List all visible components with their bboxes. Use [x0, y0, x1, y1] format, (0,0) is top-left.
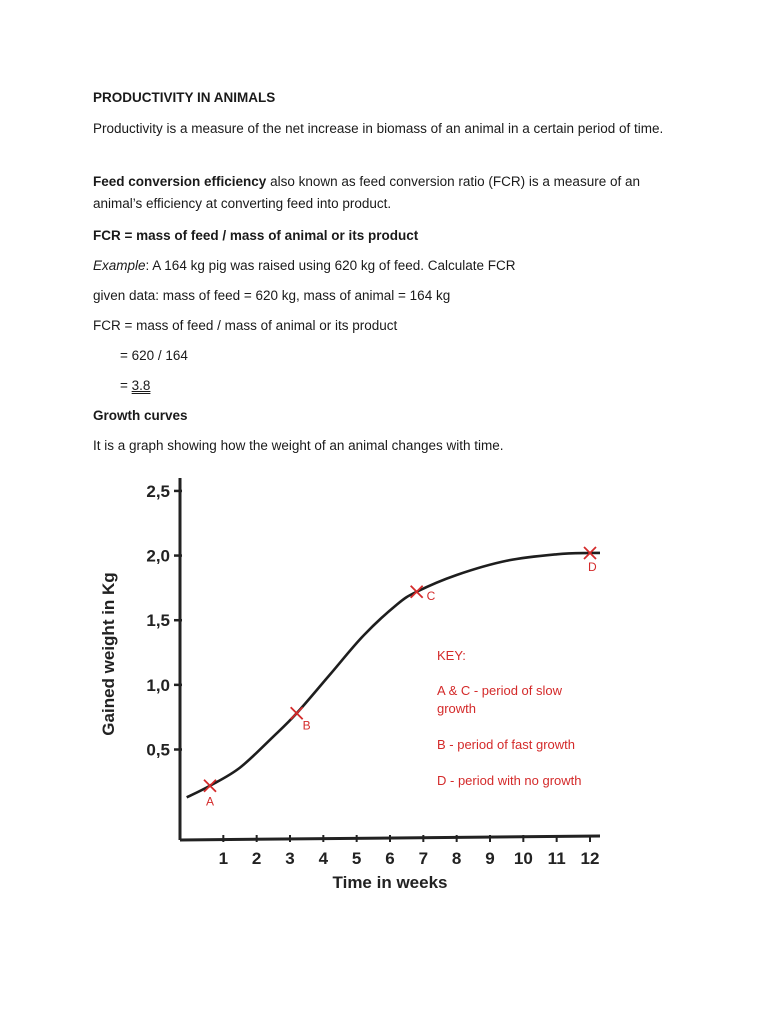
- point-label-b: B: [302, 718, 311, 733]
- x-tick-label: 1: [218, 849, 229, 868]
- point-label-c: C: [426, 588, 436, 603]
- key-slow-growth-cont: growth: [437, 701, 477, 716]
- x-tick-label: 11: [547, 849, 566, 868]
- growth-curves-description: It is a graph showing how the weight of an animal changes with time.: [93, 438, 504, 453]
- calc-step-2: [120, 376, 150, 396]
- fce-description: also known as feed conversion ratio (FCR) is a measure of an animal’s efficiency at converting feed into product.: [93, 174, 640, 211]
- point-label-a: A: [206, 794, 215, 809]
- key-no-growth: D - period with no growth: [437, 773, 582, 788]
- example-line: [93, 256, 516, 276]
- chart-series: [187, 553, 600, 797]
- example-text: : A 164 kg pig was raised using 620 kg of feed. Calculate FCR: [145, 258, 516, 273]
- y-tick-label: 0,5: [146, 740, 170, 760]
- example-label: Example: [93, 258, 146, 273]
- point-label-d: D: [588, 559, 597, 574]
- x-tick-label: 4: [318, 849, 329, 868]
- x-tick-label: 2: [251, 849, 262, 868]
- point-marker-d: [584, 547, 597, 574]
- page-heading: PRODUCTIVITY IN ANIMALS: [93, 90, 276, 105]
- calc-equals: =: [120, 378, 132, 393]
- given-data: given data: mass of feed = 620 kg, mass of animal = 164 kg: [93, 288, 451, 303]
- fce-definition: [93, 171, 673, 215]
- key-slow-growth: A & C - period of slow: [437, 683, 562, 698]
- x-tick-label: 10: [513, 849, 533, 868]
- key-title: KEY:: [437, 648, 466, 663]
- chart-key: [437, 648, 582, 788]
- y-tick-label: 2,0: [146, 546, 170, 566]
- x-tick-label: 12: [580, 849, 600, 868]
- y-tick-label: 1,0: [146, 675, 170, 695]
- key-fast-growth: B - period of fast growth: [437, 737, 576, 752]
- productivity-definition: Productivity is a measure of the net increase in biomass of an animal in a certain period of time.: [93, 121, 664, 136]
- x-tick-label: 7: [418, 849, 429, 868]
- x-tick-label: 3: [285, 849, 295, 868]
- x-tick-label: 6: [385, 849, 395, 868]
- fcr-formula-restated: FCR = mass of feed / mass of animal or its product: [93, 318, 398, 333]
- x-tick-label: 8: [451, 849, 462, 868]
- fcr-formula: FCR = mass of feed / mass of animal or its product: [93, 228, 419, 243]
- chart-markers: [204, 547, 597, 809]
- fce-term: Feed conversion efficiency: [93, 174, 267, 189]
- x-axis-label: Time in weeks: [332, 873, 448, 892]
- growth-curve-chart: [88, 468, 628, 898]
- x-tick-label: 5: [351, 849, 362, 868]
- y-tick-label: 2,5: [146, 481, 170, 501]
- growth-curve-line: [187, 553, 600, 797]
- calc-step-1: = 620 / 164: [120, 348, 188, 363]
- x-tick-label: 9: [485, 849, 495, 868]
- growth-curves-heading: Growth curves: [93, 408, 188, 423]
- point-marker-b: [291, 707, 311, 732]
- y-axis-label: Gained weight in Kg: [99, 572, 118, 736]
- fcr-answer: 3.8: [131, 378, 151, 393]
- y-tick-label: 1,5: [146, 611, 170, 631]
